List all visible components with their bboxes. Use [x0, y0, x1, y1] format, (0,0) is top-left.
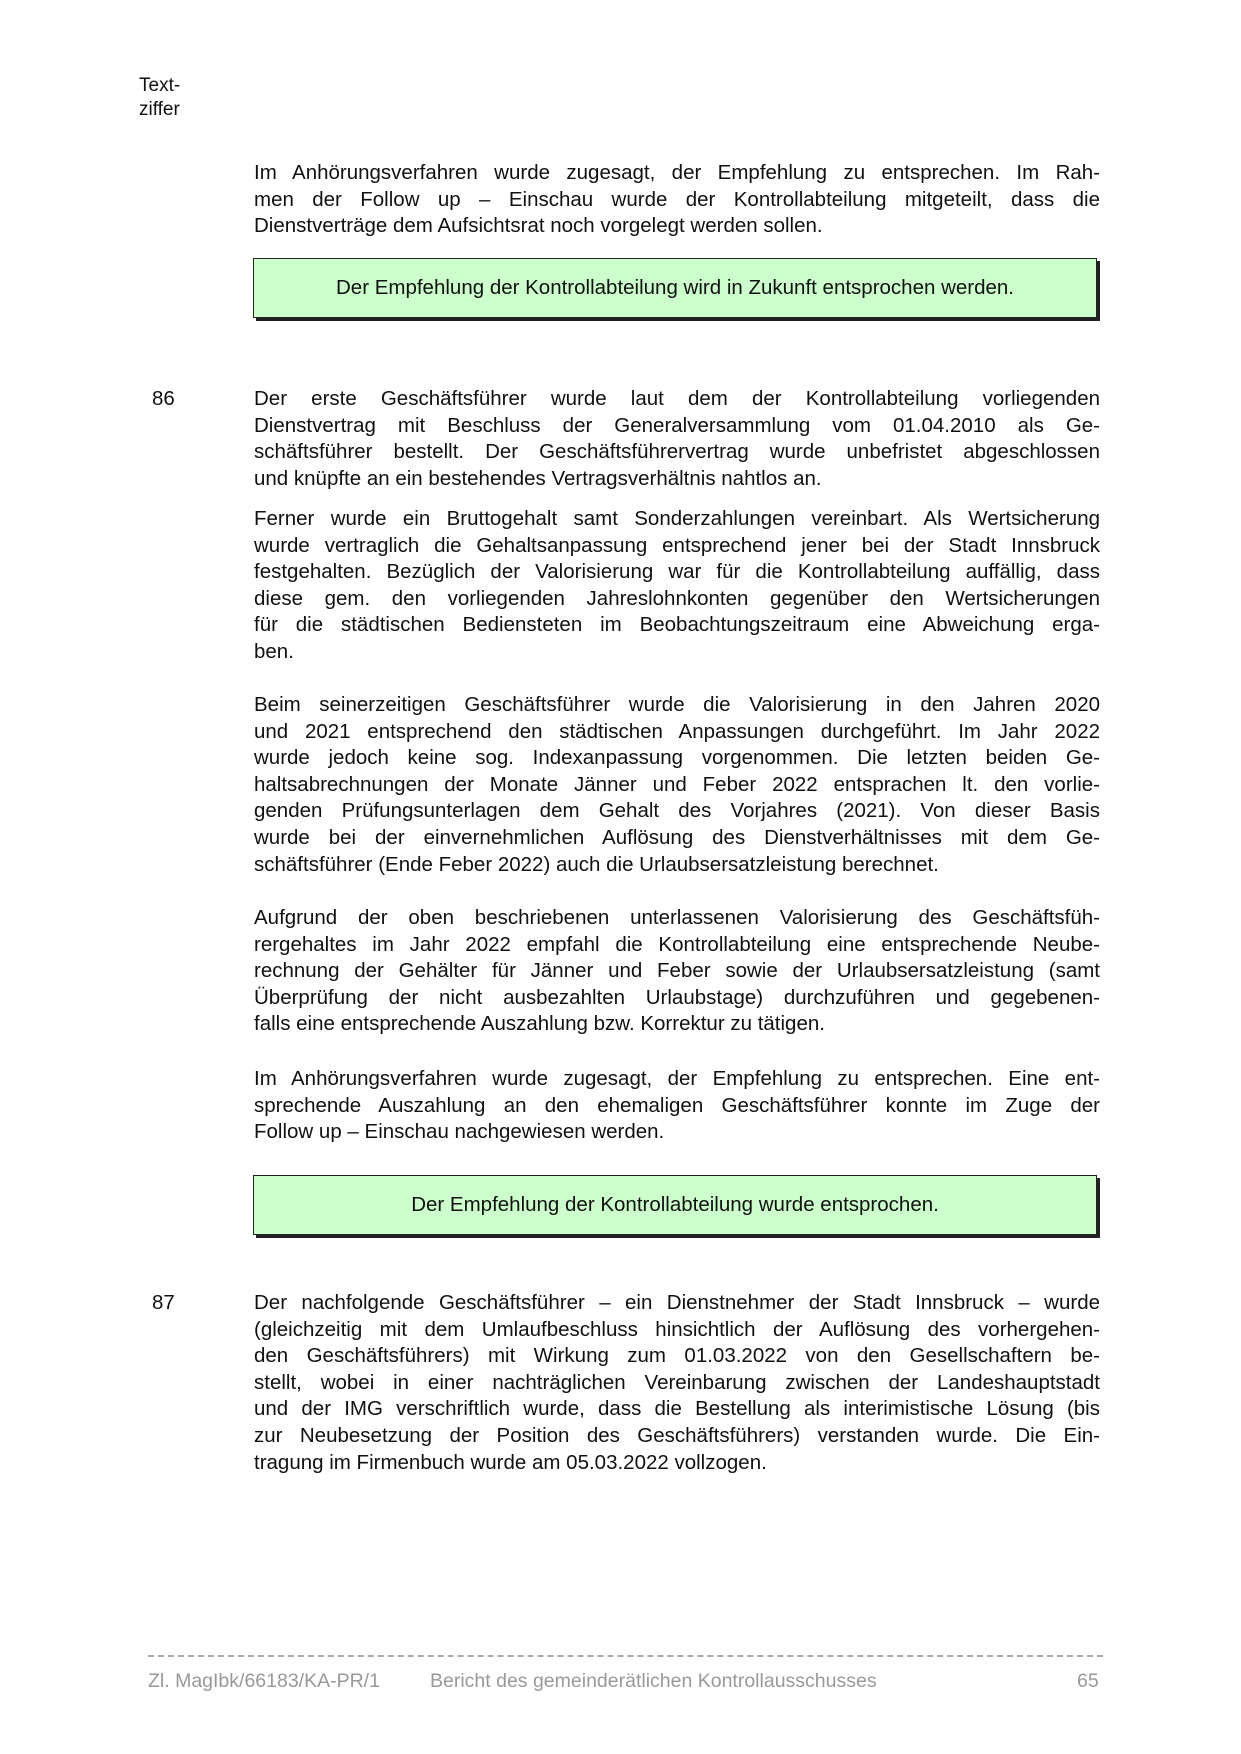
- paragraph: [254, 1290, 1100, 1476]
- paragraph-line: den Geschäftsführers) mit Wirkung zum 01.03.2022 von den Gesellschaftern be-: [254, 1344, 1100, 1368]
- paragraph-line: Der erste Geschäftsführer wurde laut dem der Kontrollabteilung vorliegenden: [254, 387, 1100, 410]
- paragraph-number: 86: [152, 387, 175, 410]
- paragraph-line: genden Prüfungsunterlagen dem Gehalt des Vorjahres (2021). Von dieser Basis: [254, 799, 1100, 823]
- paragraph-line: diese gem. den vorliegenden Jahreslohnkonten gegenüber den Wertsicherungen: [254, 586, 1100, 610]
- paragraph-line: schäftsführer (Ende Feber 2022) auch die Urlaubsersatzleistung berechnet.: [254, 852, 939, 876]
- paragraph-line: und der IMG verschriftlich wurde, dass die Bestellung als interimistische Lösung (bis: [254, 1397, 1100, 1421]
- paragraph-line: stellt, wobei in einer nachträglichen Vereinbarung zwischen der Landeshauptstadt: [254, 1370, 1100, 1394]
- paragraph-line: rechnung der Gehälter für Jänner und Feber sowie der Urlaubsersatzleistung (samt: [254, 959, 1100, 983]
- paragraph-line: ben.: [254, 639, 294, 663]
- margin-label-line: ziffer: [139, 99, 180, 120]
- paragraph-line: Aufgrund der oben beschriebenen unterlassenen Valorisierung des Geschäftsfüh-: [254, 906, 1100, 929]
- paragraph-line: haltsabrechnungen der Monate Jänner und Feber 2022 entsprachen lt. den vorlie-: [254, 772, 1100, 796]
- paragraph: [254, 386, 1100, 492]
- margin-label-line: Text-: [139, 75, 181, 96]
- paragraph: [254, 692, 1100, 878]
- paragraph-line: und knüpfte an ein bestehendes Vertragsverhältnis nahtlos an.: [254, 466, 822, 490]
- footer-reference: Zl. MagIbk/66183/KA-PR/1: [148, 1670, 380, 1692]
- paragraph-line: Im Anhörungsverfahren wurde zugesagt, der Empfehlung zu entsprechen. Eine ent-: [254, 1067, 1100, 1090]
- paragraph: [254, 1066, 1100, 1146]
- paragraph-line: rergehaltes im Jahr 2022 empfahl die Kontrollabteilung eine entsprechende Neube-: [254, 932, 1100, 956]
- recommendation-text: Der Empfehlung der Kontrollabteilung wird in Zukunft entsprochen werden.: [335, 276, 1015, 299]
- paragraph-line: und 2021 entsprechend den städtischen Anpassungen durchgeführt. Im Jahr 2022: [254, 719, 1100, 743]
- paragraph: [254, 506, 1100, 666]
- footer-divider: [148, 1655, 1103, 1657]
- paragraph-line: tragung im Firmenbuch wurde am 05.03.2022 vollzogen.: [254, 1450, 767, 1474]
- paragraph: [254, 905, 1100, 1038]
- paragraph-line: men der Follow up – Einschau wurde der Kontrollabteilung mitgeteilt, dass die: [254, 187, 1100, 211]
- recommendation-box: [253, 1175, 1097, 1235]
- paragraph-line: für die städtischen Bediensteten im Beobachtungszeitraum eine Abweichung erga-: [254, 613, 1100, 637]
- paragraph-line: (gleichzeitig mit dem Umlaufbeschluss hinsichtlich der Auflösung des vorhergehen-: [254, 1317, 1100, 1341]
- paragraph-line: Ferner wurde ein Bruttogehalt samt Sonderzahlungen vereinbart. Als Wertsicherung: [254, 507, 1100, 530]
- paragraph-line: wurde vertraglich die Gehaltsanpassung entsprechend jener bei der Stadt Innsbruck: [254, 533, 1100, 557]
- page-number: 65: [1077, 1670, 1099, 1692]
- paragraph-line: Der nachfolgende Geschäftsführer – ein Dienstnehmer der Stadt Innsbruck – wurde: [254, 1291, 1100, 1314]
- paragraph-line: Beim seinerzeitigen Geschäftsführer wurde die Valorisierung in den Jahren 2020: [254, 693, 1100, 716]
- paragraph-line: festgehalten. Bezüglich der Valorisierung war für die Kontrollabteilung auffällig, dass: [254, 560, 1100, 584]
- paragraph-line: Dienstvertrag mit Beschluss der Generalversammlung vom 01.04.2010 als Ge-: [254, 413, 1100, 437]
- footer-title: Bericht des gemeinderätlichen Kontrollausschusses: [430, 1670, 877, 1692]
- paragraph-line: zur Neubesetzung der Position des Geschäftsführers) verstanden wurde. Die Ein-: [254, 1423, 1100, 1447]
- paragraph-line: sprechende Auszahlung an den ehemaligen Geschäftsführer konnte im Zuge der: [254, 1093, 1100, 1117]
- recommendation-box: [253, 258, 1097, 318]
- recommendation-text: Der Empfehlung der Kontrollabteilung wurde entsprochen.: [411, 1193, 939, 1216]
- paragraph-line: wurde jedoch keine sog. Indexanpassung vorgenommen. Die letzten beiden Ge-: [254, 746, 1100, 770]
- paragraph-line: schäftsführer bestellt. Der Geschäftsführervertrag wurde unbefristet abgeschlossen: [254, 440, 1100, 464]
- paragraph-number: 87: [152, 1291, 175, 1314]
- paragraph-line: Überprüfung der nicht ausbezahlten Urlaubstage) durchzuführen und gegebenen-: [254, 985, 1100, 1009]
- paragraph-line: Dienstverträge dem Aufsichtsrat noch vorgelegt werden sollen.: [254, 214, 823, 238]
- paragraph-line: falls eine entsprechende Auszahlung bzw. Korrektur zu tätigen.: [254, 1012, 825, 1036]
- paragraph: [254, 160, 1100, 240]
- paragraph-line: Im Anhörungsverfahren wurde zugesagt, der Empfehlung zu entsprechen. Im Rah-: [254, 161, 1100, 184]
- margin-label-textziffer: [139, 74, 180, 122]
- paragraph-line: Follow up – Einschau nachgewiesen werden.: [254, 1120, 665, 1144]
- paragraph-line: wurde bei der einvernehmlichen Auflösung des Dienstverhältnisses mit dem Ge-: [254, 825, 1100, 849]
